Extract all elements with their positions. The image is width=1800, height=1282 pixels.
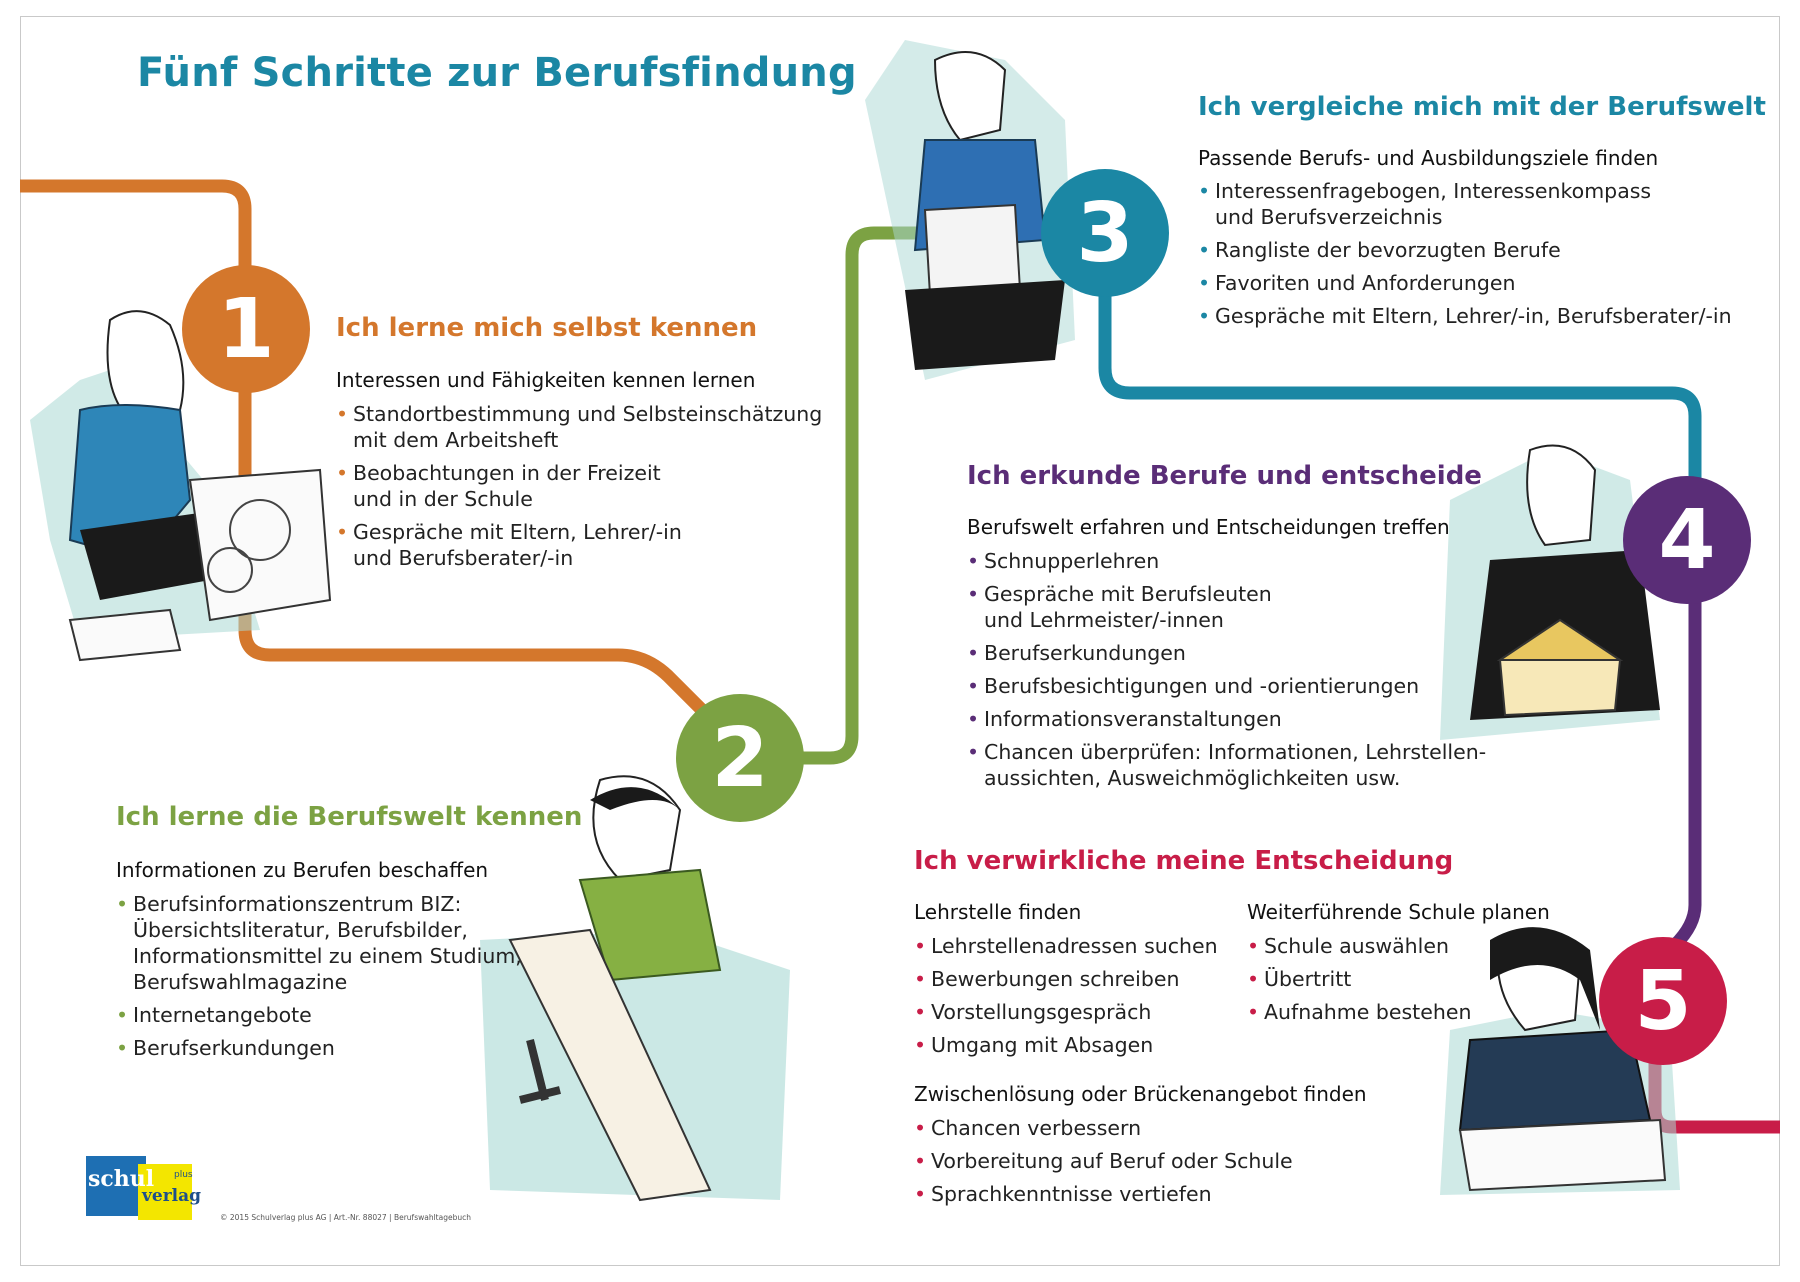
step-5-group-2-list <box>1247 933 1567 1032</box>
list-item: • Sprachkenntnisse vertiefen <box>914 1181 1354 1207</box>
step-2-subheading: Informationen zu Berufen beschaffen <box>116 858 489 882</box>
list-item: • Vorbereitung auf Beruf oder Schule <box>914 1148 1354 1174</box>
step-1-heading: Ich lerne mich selbst kennen <box>336 313 758 343</box>
list-item: • Gespräche mit Eltern, Lehrer/-in und Berufsberater/-in <box>336 519 836 571</box>
list-item: • Berufsinformationszentrum BIZ: Übersichtsliteratur, Berufsbilder, Informationsmittel zu einem Studium, Berufswahlmagazine <box>116 891 586 995</box>
step-3-subheading: Passende Berufs- und Ausbildungsziele finden <box>1198 146 1659 170</box>
step-5-group-2-subheading: Weiterführende Schule planen <box>1247 900 1550 924</box>
step-4-heading: Ich erkunde Berufe und entscheide <box>967 461 1482 491</box>
logo-text-plus: plus <box>174 1170 193 1180</box>
list-item: • Aufnahme bestehen <box>1247 999 1567 1025</box>
step-5-group-3-subheading: Zwischenlösung oder Brückenangebot finden <box>914 1082 1367 1106</box>
schulverlag-logo <box>86 1156 202 1222</box>
step-5-number: 5 <box>1634 953 1692 1049</box>
step-2-circle <box>676 694 804 822</box>
list-item: • Umgang mit Absagen <box>914 1032 1234 1058</box>
list-item: • Übertritt <box>1247 966 1567 992</box>
step-2-list <box>116 891 586 1068</box>
list-item: • Beobachtungen in der Freizeit und in der Schule <box>336 460 836 512</box>
list-item: • Standortbestimmung und Selbsteinschätzung mit dem Arbeitsheft <box>336 401 836 453</box>
step-1-circle <box>182 265 310 393</box>
step-4-circle <box>1623 476 1751 604</box>
step-5-group-3-list <box>914 1115 1354 1214</box>
list-item: • Informationsveranstaltungen <box>967 706 1507 732</box>
step-5-group-1-list <box>914 933 1234 1065</box>
list-item: • Berufserkundungen <box>967 640 1507 666</box>
step-1-subheading: Interessen und Fähigkeiten kennen lernen <box>336 368 756 392</box>
list-item: • Berufsbesichtigungen und -orientierungen <box>967 673 1507 699</box>
list-item: • Gespräche mit Eltern, Lehrer/-in, Berufsberater/-in <box>1198 303 1768 329</box>
list-item: • Schule auswählen <box>1247 933 1567 959</box>
list-item: • Chancen verbessern <box>914 1115 1354 1141</box>
list-item: • Berufserkundungen <box>116 1035 586 1061</box>
logo-text-verlag: verlag <box>142 1186 202 1206</box>
step-5-circle <box>1599 937 1727 1065</box>
list-item: • Chancen überprüfen: Informationen, Lehrstellen- aussichten, Ausweichmöglichkeiten usw. <box>967 739 1507 791</box>
step-3-circle <box>1041 169 1169 297</box>
list-item: • Interessenfragebogen, Interessenkompass und Berufsverzeichnis <box>1198 178 1768 230</box>
step-2-number: 2 <box>711 710 769 806</box>
step-3-list <box>1198 178 1768 336</box>
step-4-list <box>967 548 1507 798</box>
step-3-heading: Ich vergleiche mich mit der Berufswelt <box>1198 92 1766 122</box>
step-5-group-1-subheading: Lehrstelle finden <box>914 900 1082 924</box>
list-item: • Vorstellungsgespräch <box>914 999 1234 1025</box>
page-title: Fünf Schritte zur Berufsfindung <box>137 50 857 96</box>
list-item: • Bewerbungen schreiben <box>914 966 1234 992</box>
logo-text-schul: schul <box>88 1166 155 1192</box>
step-5-heading: Ich verwirkliche meine Entscheidung <box>914 846 1454 876</box>
list-item: • Favoriten und Anforderungen <box>1198 270 1768 296</box>
step-1-number: 1 <box>217 281 275 377</box>
list-item: • Schnupperlehren <box>967 548 1507 574</box>
step-1-list <box>336 401 836 578</box>
step-4-subheading: Berufswelt erfahren und Entscheidungen treffen <box>967 515 1450 539</box>
list-item: • Lehrstellenadressen suchen <box>914 933 1234 959</box>
list-item: • Internetangebote <box>116 1002 586 1028</box>
step-2-heading: Ich lerne die Berufswelt kennen <box>116 802 583 832</box>
step-4-number: 4 <box>1658 492 1716 588</box>
step-3-number: 3 <box>1076 185 1134 281</box>
copyright-footer: © 2015 Schulverlag plus AG | Art.-Nr. 88027 | Berufswahltagebuch <box>220 1213 471 1222</box>
list-item: • Gespräche mit Berufsleuten und Lehrmeister/-innen <box>967 581 1507 633</box>
list-item: • Rangliste der bevorzugten Berufe <box>1198 237 1768 263</box>
